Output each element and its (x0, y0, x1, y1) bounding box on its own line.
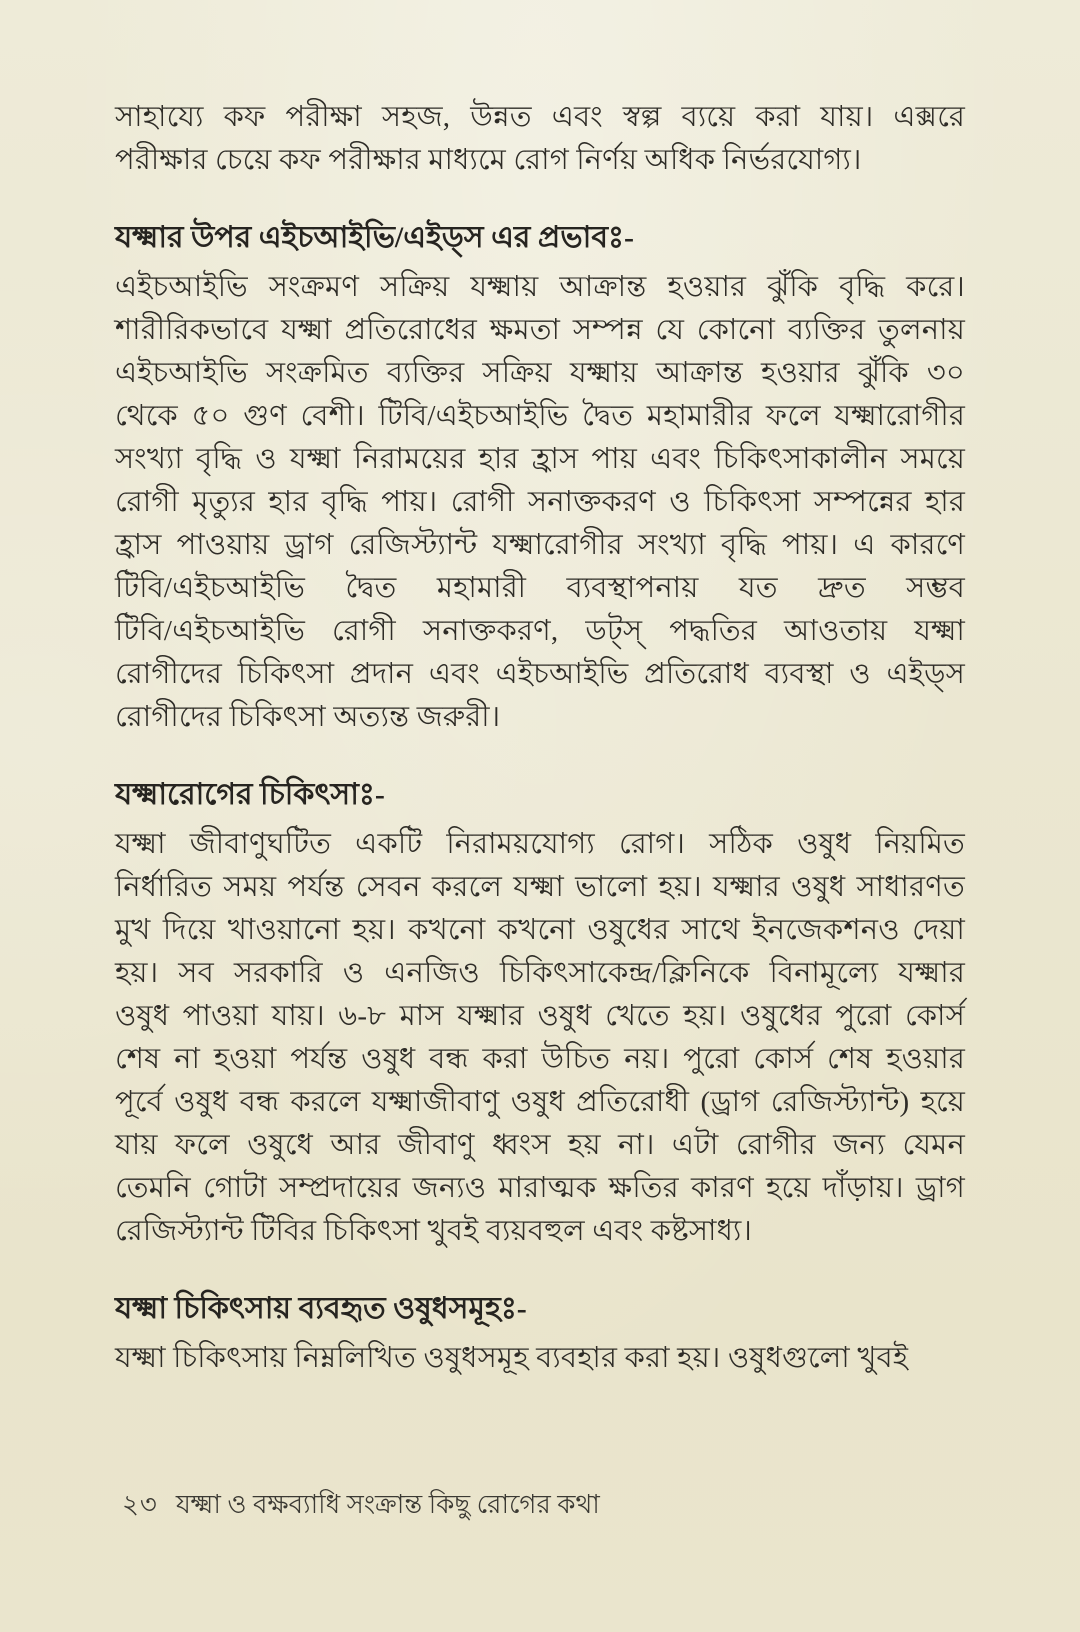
text-line: রেজিস্ট্যান্ট টিবির চিকিৎসা খুবই ব্যয়বহুল এবং কষ্টসাধ্য। (115, 1215, 753, 1247)
text-line: সংখ্যা বৃদ্ধি ও যক্ষ্মা নিরাময়ের হার হ্রাস পায় এবং চিকিৎসাকালীন সময়ে (115, 443, 965, 475)
text-line: পূর্বে ওষুধ বন্ধ করলে যক্ষ্মাজীবাণু ওষুধ প্রতিরোধী (ড্রাগ রেজিস্ট্যান্ট) হয়ে (115, 1086, 965, 1118)
section-hiv-impact-paragraph (115, 266, 965, 739)
text-line: রোগীদের চিকিৎসা প্রদান এবং এইচআইভি প্রতিরোধ ব্যবস্থা ও এইড্স (115, 658, 965, 690)
text-line: টিবি/এইচআইভি রোগী সনাক্তকরণ, ডট্স্ পদ্ধতির আওতায় যক্ষ্মা (115, 615, 965, 647)
text-line: সাহায্যে কফ পরীক্ষা সহজ, উন্নত এবং স্বল্প ব্যয়ে করা যায়। এক্সরে (115, 101, 965, 133)
text-line: যায় ফলে ওষুধে আর জীবাণু ধ্বংস হয় না। এটা রোগীর জন্য যেমন (115, 1129, 965, 1161)
text-line: মুখ দিয়ে খাওয়ানো হয়। কখনো কখনো ওষুধের সাথে ইনজেকশনও দেয়া (115, 914, 965, 946)
text-line: ওষুধ পাওয়া যায়। ৬-৮ মাস যক্ষ্মার ওষুধ খেতে হয়। ওষুধের পুরো কোর্স (115, 1000, 965, 1032)
section-tb-treatment-paragraph (115, 823, 965, 1253)
text-line: পরীক্ষার চেয়ে কফ পরীক্ষার মাধ্যমে রোগ নির্ণয় অধিক নির্ভরযোগ্য। (115, 144, 862, 176)
text-line: যক্ষ্মা জীবাণুঘটিত একটি নিরাময়যোগ্য রোগ। সঠিক ওষুধ নিয়মিত (115, 828, 965, 860)
text-line: হ্রাস পাওয়ায় ড্রাগ রেজিস্ট্যান্ট যক্ষ্মারোগীর সংখ্যা বৃদ্ধি পায়। এ কারণে (115, 529, 965, 561)
text-line: নির্ধারিত সময় পর্যন্ত সেবন করলে যক্ষ্মা ভালো হয়। যক্ষ্মার ওষুধ সাধারণত (115, 871, 965, 903)
page-number: ২৩ (122, 1490, 158, 1519)
text-line: থেকে ৫০ গুণ বেশী। টিবি/এইচআইভি দ্বৈত মহামারীর ফলে যক্ষ্মারোগীর (115, 400, 965, 432)
text-line: টিবি/এইচআইভি দ্বৈত মহামারী ব্যবস্থাপনায় যত দ্রুত সম্ভব (115, 572, 965, 604)
text-line: শারীরিকভাবে যক্ষ্মা প্রতিরোধের ক্ষমতা সম্পন্ন যে কোনো ব্যক্তির তুলনায় (115, 314, 965, 346)
text-line: এইচআইভি সংক্রমিত ব্যক্তির সক্রিয় যক্ষ্মায় আক্রান্ত হওয়ার ঝুঁকি ৩০ (115, 357, 965, 389)
section-heading-tb-treatment: যক্ষ্মারোগের চিকিৎসাঃ- (115, 778, 385, 811)
text-line: এইচআইভি সংক্রমণ সক্রিয় যক্ষ্মায় আক্রান্ত হওয়ার ঝুঁকি বৃদ্ধি করে। (115, 271, 965, 303)
text-line: তেমনি গোটা সম্প্রদায়ের জন্যও মারাত্মক ক্ষতির কারণ হয়ে দাঁড়ায়। ড্রাগ (115, 1172, 965, 1204)
page-content (115, 96, 965, 1380)
text-line: রোগী মৃত্যুর হার বৃদ্ধি পায়। রোগী সনাক্তকরণ ও চিকিৎসা সম্পন্নের হার (115, 486, 965, 518)
section-tb-medicines-paragraph (115, 1337, 965, 1380)
page-footer (122, 1487, 600, 1523)
text-line: রোগীদের চিকিৎসা অত্যন্ত জরুরী। (115, 701, 501, 733)
text-line: শেষ না হওয়া পর্যন্ত ওষুধ বন্ধ করা উচিত নয়। পুরো কোর্স শেষ হওয়ার (115, 1043, 965, 1075)
intro-paragraph (115, 96, 965, 182)
section-heading-hiv-impact: যক্ষ্মার উপর এইচআইভি/এইড্স এর প্রভাবঃ- (115, 221, 635, 254)
text-line: হয়। সব সরকারি ও এনজিও চিকিৎসাকেন্দ্র/ক্লিনিকে বিনামূল্যে যক্ষ্মার (115, 957, 965, 989)
text-line: যক্ষ্মা চিকিৎসায় নিম্নলিখিত ওষুধসমূহ ব্যবহার করা হয়। ওষুধগুলো খুবই (115, 1342, 909, 1374)
section-heading-tb-medicines: যক্ষ্মা চিকিৎসায় ব্যবহৃত ওষুধসমূহঃ- (115, 1292, 527, 1325)
running-title: যক্ষ্মা ও বক্ষব্যাধি সংক্রান্ত কিছু রোগের কথা (175, 1490, 600, 1519)
